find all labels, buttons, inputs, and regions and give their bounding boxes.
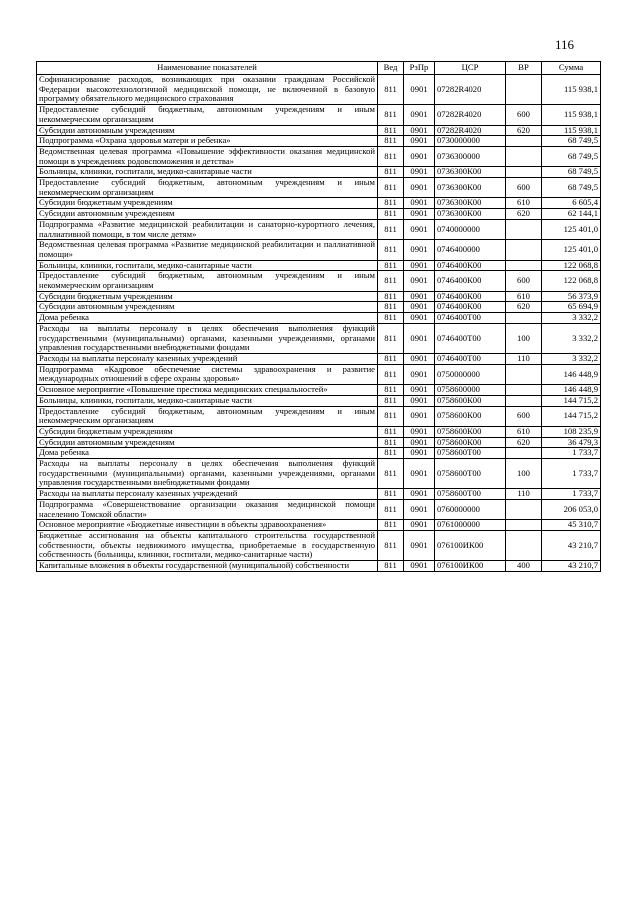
cell-vr [506, 448, 542, 459]
cell-ved: 811 [378, 198, 404, 209]
cell-vr [506, 313, 542, 324]
cell-ved: 811 [378, 146, 404, 166]
table-row [37, 448, 601, 459]
cell-sum: 125 401,0 [542, 219, 601, 239]
cell-sum: 6 605,4 [542, 198, 601, 209]
cell-csr: 0746400Т00 [435, 323, 506, 353]
table-row [37, 178, 601, 198]
cell-sum: 62 144,1 [542, 209, 601, 220]
cell-sum: 68 749,5 [542, 178, 601, 198]
cell-rzpr: 0901 [404, 146, 435, 166]
header-vr: ВР [506, 62, 542, 75]
cell-csr: 0746400Т00 [435, 353, 506, 364]
cell-csr: 076100ИК00 [435, 561, 506, 572]
cell-name: Дома ребенка [37, 448, 378, 459]
table-row [37, 395, 601, 406]
cell-rzpr: 0901 [404, 209, 435, 220]
table-row [37, 385, 601, 396]
cell-sum: 144 715,2 [542, 395, 601, 406]
cell-rzpr: 0901 [404, 530, 435, 560]
cell-ved: 811 [378, 209, 404, 220]
cell-vr: 620 [506, 125, 542, 136]
cell-ved: 811 [378, 561, 404, 572]
table-row [37, 146, 601, 166]
cell-ved: 811 [378, 395, 404, 406]
cell-vr [506, 146, 542, 166]
cell-name: Основное мероприятие «Бюджетные инвестиции в объекты здравоохранения» [37, 520, 378, 531]
header-rzpr: РзПр [404, 62, 435, 75]
cell-csr: 0750000000 [435, 364, 506, 384]
cell-name: Дома ребенка [37, 313, 378, 324]
cell-csr: 0746400000 [435, 240, 506, 260]
cell-vr: 100 [506, 323, 542, 353]
cell-vr [506, 240, 542, 260]
cell-vr: 600 [506, 178, 542, 198]
cell-ved: 811 [378, 489, 404, 500]
cell-rzpr: 0901 [404, 437, 435, 448]
header-name: Наименование показателей [37, 62, 378, 75]
table-row [37, 219, 601, 239]
cell-name: Подпрограмма «Кадровое обеспечение системы здравоохранения и развитие международных отношений в сфере охраны здоровья» [37, 364, 378, 384]
cell-vr: 600 [506, 406, 542, 426]
cell-rzpr: 0901 [404, 385, 435, 396]
cell-name: Бюджетные ассигнования на объекты капитального строительства государственной собственности, объекты недвижимого имущества, приобретаемые в государственную собственность (больницы, клиники, госпитали, медико-санитарные части) [37, 530, 378, 560]
cell-csr: 0758600К00 [435, 426, 506, 437]
table-row [37, 75, 601, 105]
table-row [37, 364, 601, 384]
table-row [37, 561, 601, 572]
cell-vr [506, 385, 542, 396]
cell-name: Субсидии автономным учреждениям [37, 125, 378, 136]
cell-name: Предоставление субсидий бюджетным, автономным учреждениям и иным некоммерческим организациям [37, 105, 378, 125]
cell-ved: 811 [378, 385, 404, 396]
cell-sum: 122 068,8 [542, 271, 601, 291]
table-row [37, 209, 601, 220]
cell-csr: 076100ИК00 [435, 530, 506, 560]
cell-vr [506, 75, 542, 105]
cell-rzpr: 0901 [404, 105, 435, 125]
budget-table [36, 61, 601, 572]
cell-name: Субсидии автономным учреждениям [37, 437, 378, 448]
cell-name: Капитальные вложения в объекты государственной (муниципальной) собственности [37, 561, 378, 572]
table-row [37, 302, 601, 313]
table-row [37, 499, 601, 519]
cell-vr [506, 499, 542, 519]
cell-csr: 0736300К00 [435, 198, 506, 209]
cell-csr: 07282R4020 [435, 125, 506, 136]
cell-sum: 115 938,1 [542, 75, 601, 105]
cell-ved: 811 [378, 271, 404, 291]
cell-sum: 68 749,5 [542, 167, 601, 178]
cell-vr: 400 [506, 561, 542, 572]
cell-ved: 811 [378, 105, 404, 125]
cell-sum: 36 479,3 [542, 437, 601, 448]
cell-ved: 811 [378, 364, 404, 384]
cell-rzpr: 0901 [404, 448, 435, 459]
table-row [37, 406, 601, 426]
cell-rzpr: 0901 [404, 219, 435, 239]
cell-name: Субсидии бюджетным учреждениям [37, 426, 378, 437]
cell-csr: 0736300000 [435, 146, 506, 166]
cell-rzpr: 0901 [404, 75, 435, 105]
cell-sum: 3 332,2 [542, 323, 601, 353]
cell-ved: 811 [378, 426, 404, 437]
cell-rzpr: 0901 [404, 125, 435, 136]
cell-sum: 1 733,7 [542, 448, 601, 459]
cell-vr [506, 530, 542, 560]
cell-vr: 620 [506, 437, 542, 448]
cell-name: Субсидии бюджетным учреждениям [37, 291, 378, 302]
cell-rzpr: 0901 [404, 313, 435, 324]
cell-rzpr: 0901 [404, 489, 435, 500]
cell-name: Предоставление субсидий бюджетным, автономным учреждениям и иным некоммерческим организациям [37, 406, 378, 426]
cell-ved: 811 [378, 219, 404, 239]
cell-ved: 811 [378, 75, 404, 105]
cell-csr: 0736300К00 [435, 209, 506, 220]
cell-vr [506, 395, 542, 406]
cell-sum: 122 068,8 [542, 260, 601, 271]
cell-csr: 0746400К00 [435, 302, 506, 313]
table-row [37, 353, 601, 364]
cell-csr: 0746400К00 [435, 271, 506, 291]
cell-vr [506, 167, 542, 178]
cell-rzpr: 0901 [404, 167, 435, 178]
cell-csr: 0746400Т00 [435, 313, 506, 324]
cell-vr [506, 136, 542, 147]
table-header-row [37, 62, 601, 75]
cell-name: Субсидии автономным учреждениям [37, 302, 378, 313]
cell-csr: 07282R4020 [435, 105, 506, 125]
cell-ved: 811 [378, 125, 404, 136]
table-row [37, 125, 601, 136]
cell-rzpr: 0901 [404, 323, 435, 353]
cell-ved: 811 [378, 520, 404, 531]
cell-ved: 811 [378, 406, 404, 426]
cell-rzpr: 0901 [404, 353, 435, 364]
table-row [37, 520, 601, 531]
cell-rzpr: 0901 [404, 459, 435, 489]
cell-rzpr: 0901 [404, 302, 435, 313]
cell-csr: 0740000000 [435, 219, 506, 239]
cell-vr: 620 [506, 302, 542, 313]
cell-name: Субсидии автономным учреждениям [37, 209, 378, 220]
cell-name: Ведомственная целевая программа «Развитие медицинской реабилитации и паллиативной помощи» [37, 240, 378, 260]
table-body [37, 75, 601, 572]
cell-csr: 0730000000 [435, 136, 506, 147]
cell-name: Подпрограмма «Совершенствование организации оказания медицинской помощи населению Томской области» [37, 499, 378, 519]
cell-sum: 43 210,7 [542, 530, 601, 560]
cell-csr: 0758600Т00 [435, 448, 506, 459]
cell-sum: 3 332,2 [542, 353, 601, 364]
cell-rzpr: 0901 [404, 561, 435, 572]
cell-name: Расходы на выплаты персоналу в целях обеспечения выполнения функций государственными (муниципальными) органами, казенными учреждениями, органами управления государственными внебюджетными фондами [37, 323, 378, 353]
table-row [37, 260, 601, 271]
cell-sum: 68 749,5 [542, 136, 601, 147]
cell-sum: 68 749,5 [542, 146, 601, 166]
cell-csr: 0760000000 [435, 499, 506, 519]
header-ved: Вед [378, 62, 404, 75]
table-row [37, 459, 601, 489]
cell-name: Основное мероприятие «Повышение престижа медицинских специальностей» [37, 385, 378, 396]
cell-vr: 110 [506, 489, 542, 500]
cell-vr: 610 [506, 198, 542, 209]
table-row [37, 105, 601, 125]
table-row [37, 167, 601, 178]
cell-csr: 0736300К00 [435, 178, 506, 198]
cell-rzpr: 0901 [404, 260, 435, 271]
table-row [37, 240, 601, 260]
table-row [37, 489, 601, 500]
table-row [37, 136, 601, 147]
cell-name: Расходы на выплаты персоналу казенных учреждений [37, 489, 378, 500]
table-row [37, 530, 601, 560]
cell-name: Субсидии бюджетным учреждениям [37, 198, 378, 209]
cell-ved: 811 [378, 302, 404, 313]
cell-name: Подпрограмма «Охрана здоровья матери и ребенка» [37, 136, 378, 147]
cell-name: Больницы, клиники, госпитали, медико-санитарные части [37, 395, 378, 406]
cell-vr: 600 [506, 105, 542, 125]
cell-sum: 144 715,2 [542, 406, 601, 426]
cell-sum: 146 448,9 [542, 385, 601, 396]
cell-rzpr: 0901 [404, 406, 435, 426]
cell-ved: 811 [378, 499, 404, 519]
cell-sum: 43 210,7 [542, 561, 601, 572]
page-number: 116 [555, 37, 575, 52]
cell-rzpr: 0901 [404, 291, 435, 302]
cell-sum: 115 938,1 [542, 105, 601, 125]
table-row [37, 271, 601, 291]
cell-csr: 0758600К00 [435, 406, 506, 426]
cell-ved: 811 [378, 323, 404, 353]
cell-sum: 206 053,0 [542, 499, 601, 519]
cell-ved: 811 [378, 240, 404, 260]
cell-rzpr: 0901 [404, 136, 435, 147]
cell-sum: 45 310,7 [542, 520, 601, 531]
cell-sum: 115 938,1 [542, 125, 601, 136]
cell-rzpr: 0901 [404, 426, 435, 437]
cell-vr [506, 260, 542, 271]
cell-sum: 146 448,9 [542, 364, 601, 384]
table-row [37, 198, 601, 209]
cell-ved: 811 [378, 437, 404, 448]
cell-name: Предоставление субсидий бюджетным, автономным учреждениям и иным некоммерческим организациям [37, 178, 378, 198]
cell-csr: 0746400К00 [435, 260, 506, 271]
cell-ved: 811 [378, 459, 404, 489]
cell-name: Подпрограмма «Развитие медицинской реабилитации и санаторно-курортного лечения, паллиативной помощи, в том числе детям» [37, 219, 378, 239]
cell-rzpr: 0901 [404, 364, 435, 384]
cell-sum: 1 733,7 [542, 459, 601, 489]
cell-ved: 811 [378, 448, 404, 459]
cell-name: Расходы на выплаты персоналу казенных учреждений [37, 353, 378, 364]
cell-sum: 65 694,9 [542, 302, 601, 313]
cell-sum: 56 373,9 [542, 291, 601, 302]
cell-csr: 0758600К00 [435, 395, 506, 406]
cell-csr: 07282R4020 [435, 75, 506, 105]
cell-ved: 811 [378, 178, 404, 198]
table-row [37, 291, 601, 302]
table-row [37, 323, 601, 353]
cell-rzpr: 0901 [404, 499, 435, 519]
cell-ved: 811 [378, 313, 404, 324]
cell-name: Больницы, клиники, госпитали, медико-санитарные части [37, 167, 378, 178]
cell-ved: 811 [378, 353, 404, 364]
cell-vr: 610 [506, 291, 542, 302]
table-row [37, 426, 601, 437]
cell-ved: 811 [378, 167, 404, 178]
cell-csr: 0758600Т00 [435, 489, 506, 500]
cell-name: Больницы, клиники, госпитали, медико-санитарные части [37, 260, 378, 271]
cell-rzpr: 0901 [404, 198, 435, 209]
cell-rzpr: 0901 [404, 395, 435, 406]
cell-ved: 811 [378, 291, 404, 302]
cell-name: Софинансирование расходов, возникающих при оказании гражданам Российской Федерации высокотехнологичной медицинской помощи, не включенной в базовую программу обязательного медицинского страхования [37, 75, 378, 105]
cell-ved: 811 [378, 136, 404, 147]
cell-vr [506, 364, 542, 384]
cell-name: Ведомственная целевая программа «Повышение эффективности оказания медицинской помощи в учреждениях родовспоможения и детства» [37, 146, 378, 166]
cell-sum: 125 401,0 [542, 240, 601, 260]
cell-sum: 1 733,7 [542, 489, 601, 500]
cell-vr: 610 [506, 426, 542, 437]
cell-sum: 108 235,9 [542, 426, 601, 437]
cell-csr: 0746400К00 [435, 291, 506, 302]
cell-csr: 0758600К00 [435, 437, 506, 448]
cell-csr: 0758600Т00 [435, 459, 506, 489]
cell-name: Расходы на выплаты персоналу в целях обеспечения выполнения функций государственными (муниципальными) органами, казенными учреждениями, органами управления государственными внебюджетными фондами [37, 459, 378, 489]
header-sum: Сумма [542, 62, 601, 75]
cell-vr: 110 [506, 353, 542, 364]
cell-rzpr: 0901 [404, 520, 435, 531]
cell-rzpr: 0901 [404, 178, 435, 198]
cell-vr: 600 [506, 271, 542, 291]
cell-name: Предоставление субсидий бюджетным, автономным учреждениям и иным некоммерческим организациям [37, 271, 378, 291]
cell-rzpr: 0901 [404, 240, 435, 260]
cell-csr: 0761000000 [435, 520, 506, 531]
cell-rzpr: 0901 [404, 271, 435, 291]
cell-csr: 0736300К00 [435, 167, 506, 178]
cell-vr: 620 [506, 209, 542, 220]
header-csr: ЦСР [435, 62, 506, 75]
cell-ved: 811 [378, 260, 404, 271]
cell-vr [506, 520, 542, 531]
cell-csr: 0758600000 [435, 385, 506, 396]
cell-sum: 3 332,2 [542, 313, 601, 324]
cell-ved: 811 [378, 530, 404, 560]
cell-vr [506, 219, 542, 239]
cell-vr: 100 [506, 459, 542, 489]
table-row [37, 313, 601, 324]
table-row [37, 437, 601, 448]
